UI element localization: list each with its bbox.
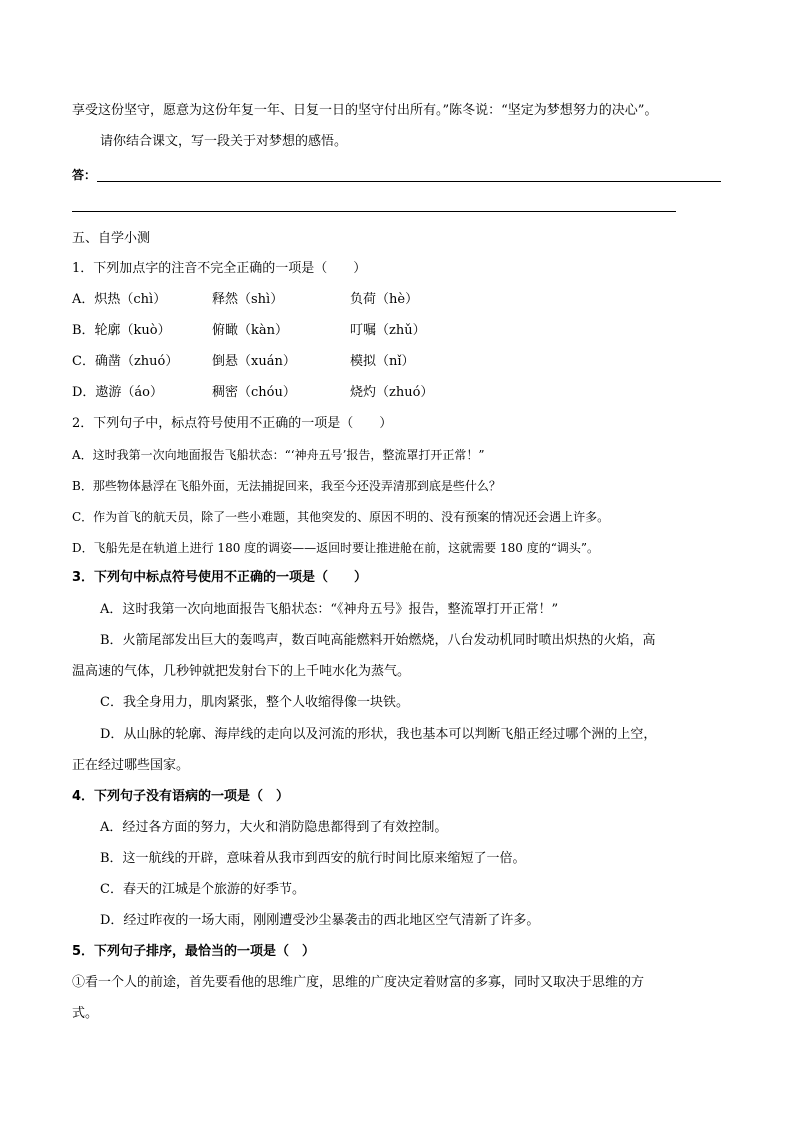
question-5-sentence-1-continued: 式。: [72, 1006, 99, 1021]
question-2-option-d[interactable]: D．飞船先是在轨道上进行 180 度的调姿——返回时要让推进舱在前，这就需要 180 度的“调头”。: [72, 541, 599, 555]
question-1-option-c[interactable]: [72, 351, 772, 373]
question-3-stem: 3．下列句中标点符号使用不正确的一项是（ ）: [72, 570, 368, 585]
question-3-option-a[interactable]: A．这时我第一次向地面报告飞船状态：“《神舟五号》报告，整流罩打开正常！”: [100, 602, 559, 617]
option-word: 叮嘱（zhǔ）: [350, 323, 426, 338]
question-3-option-b[interactable]: B．火箭尾部发出巨大的轰鸣声，数百吨高能燃料开始燃烧，八台发动机同时喷出炽热的火焰，高: [100, 633, 656, 648]
question-2-option-b[interactable]: B．那些物体悬浮在飞船外面，无法捕捉回来，我至今还没弄清那到底是些什么？: [72, 479, 501, 493]
intro-text-line: 享受这份坚守，愿意为这份年复一年、日复一日的坚守付出所有。”陈冬说：“坚定为梦想努力的决心”。: [72, 103, 658, 118]
writing-prompt: 请你结合课文，写一段关于对梦想的感悟。: [100, 134, 348, 149]
option-word: D．遨游（áo）: [72, 385, 164, 400]
answer-label: 答：: [72, 168, 97, 182]
question-1-option-a[interactable]: [72, 289, 772, 311]
question-5-stem: 5．下列句子排序，最恰当的一项是（ ）: [72, 944, 316, 959]
question-2-option-a[interactable]: A．这时我第一次向地面报告飞船状态：“‘神舟五号’报告，整流罩打开正常！”: [72, 448, 485, 462]
option-word: 释然（shì）: [212, 292, 284, 307]
answer-line-1[interactable]: [97, 181, 721, 182]
question-3-option-d[interactable]: D．从山脉的轮廓、海岸线的走向以及河流的形状，我也基本可以判断飞船正经过哪个洲的上空，: [100, 727, 657, 742]
option-word: 稠密（chóu）: [212, 385, 296, 400]
question-1-option-d[interactable]: [72, 382, 772, 404]
question-4-option-d[interactable]: D．经过昨夜的一场大雨，刚刚遭受沙尘暴袭击的西北地区空气清新了许多。: [100, 913, 540, 928]
question-3-option-c[interactable]: C．我全身用力，肌肉紧张，整个人收缩得像一块铁。: [100, 695, 409, 710]
question-3-option-d-continued: 正在经过哪些国家。: [72, 758, 190, 773]
question-3-option-b-continued: 温高速的气体，几秒钟就把发射台下的上千吨水化为蒸气。: [72, 664, 411, 679]
section-title: 五、自学小测: [72, 231, 151, 246]
question-4-stem: 4．下列句子没有语病的一项是（ ）: [72, 789, 290, 804]
option-word: 模拟（nǐ）: [350, 354, 415, 369]
question-4-option-a[interactable]: A．经过各方面的努力，大火和消防隐患都得到了有效控制。: [100, 820, 448, 835]
question-1-stem: 1．下列加点字的注音不完全正确的一项是（ ）: [72, 261, 367, 276]
option-word: 负荷（hè）: [350, 292, 419, 307]
option-word: C．确凿（zhuó）: [72, 354, 179, 369]
option-word: 倒悬（xuán）: [212, 354, 296, 369]
option-word: 烧灼（zhuó）: [350, 385, 434, 400]
question-5-sentence-1: ①看一个人的前途，首先要看他的思维广度，思维的广度决定着财富的多寡，同时又取决于思维的方: [72, 975, 645, 990]
question-4-option-c[interactable]: C．春天的江城是个旅游的好季节。: [100, 882, 305, 897]
question-1-option-b[interactable]: [72, 320, 772, 342]
question-2-stem: 2．下列句子中，标点符号使用不正确的一项是（ ）: [72, 416, 393, 431]
option-word: A．炽热（chì）: [72, 292, 167, 307]
question-4-option-b[interactable]: B．这一航线的开辟，意味着从我市到西安的航行时间比原来缩短了一倍。: [100, 851, 526, 866]
answer-line-2[interactable]: [72, 211, 676, 212]
option-word: B．轮廓（kuò）: [72, 323, 171, 338]
question-2-option-c[interactable]: C．作为首飞的航天员，除了一些小难题，其他突发的、原因不明的、没有预案的情况还会遇上许多。: [72, 510, 610, 524]
option-word: 俯瞰（kàn）: [212, 323, 289, 338]
